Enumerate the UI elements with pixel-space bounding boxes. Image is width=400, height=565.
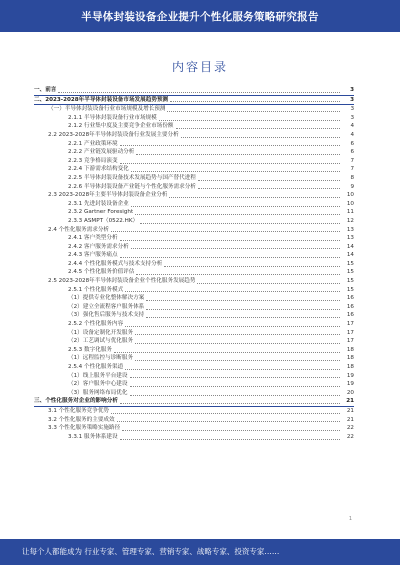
toc-entry-label: 2.4 个性化服务需求分析 bbox=[48, 226, 110, 233]
toc-entry[interactable] bbox=[34, 337, 354, 346]
toc-entry-page: 8 bbox=[350, 174, 354, 181]
toc-entry-page: 10 bbox=[346, 192, 354, 199]
toc-entry-page: 6 bbox=[350, 149, 354, 156]
toc-leader-dots bbox=[135, 360, 340, 361]
toc-entry-page: 16 bbox=[346, 312, 354, 319]
toc-entry-label: 2.2.6 半导体封装设备产业链与个性化服务需求分析 bbox=[68, 183, 196, 190]
toc-leader-dots bbox=[135, 343, 340, 344]
toc-entry-label: 2.4.5 个性化服务价值评估 bbox=[68, 269, 135, 276]
toc-entry[interactable] bbox=[34, 140, 354, 149]
toc-entry-page: 18 bbox=[346, 355, 354, 362]
toc-leader-dots bbox=[58, 92, 340, 93]
toc-entry[interactable] bbox=[34, 157, 354, 166]
toc-entry-label: 3.2 个性化服务的主要成效 bbox=[48, 416, 115, 423]
toc-leader-dots bbox=[135, 214, 340, 215]
toc-entry-label: 2.2 2023-2028年半导体封装设备行业发展主要分析 bbox=[48, 131, 179, 138]
toc-entry-label: 2.2.3 竞争格局演变 bbox=[68, 157, 118, 164]
toc-entry-page: 21 bbox=[346, 398, 354, 405]
toc-leader-dots bbox=[198, 180, 340, 181]
toc-entry[interactable] bbox=[34, 354, 354, 363]
toc-entry[interactable] bbox=[34, 380, 354, 389]
toc-entry-page: 16 bbox=[346, 295, 354, 302]
toc-entry[interactable] bbox=[34, 329, 354, 338]
toc-entry-label: （1）提供专业化整体解决方案 bbox=[68, 295, 145, 302]
toc-entry-label: 2.4.4 个性化服务模式与技术支持分析 bbox=[68, 260, 163, 267]
toc-entry-page: 4 bbox=[350, 131, 354, 138]
toc-entry[interactable] bbox=[34, 174, 354, 183]
toc-entry[interactable] bbox=[34, 320, 354, 329]
toc-entry-label: （2）工艺调试与优化服务 bbox=[68, 338, 134, 345]
footer-bar bbox=[0, 539, 400, 565]
toc-entry-page: 16 bbox=[346, 303, 354, 310]
toc-leader-dots bbox=[131, 206, 340, 207]
toc-heading: 内容目录 bbox=[171, 60, 228, 74]
toc-leader-dots bbox=[136, 274, 340, 275]
toc-entry[interactable] bbox=[34, 268, 354, 277]
toc-entry[interactable] bbox=[34, 286, 354, 295]
toc-entry-page: 7 bbox=[350, 166, 354, 173]
toc-entry-page: 15 bbox=[346, 278, 354, 285]
toc-leader-dots bbox=[120, 163, 340, 164]
toc-leader-dots bbox=[122, 430, 340, 431]
toc-entry-page: 17 bbox=[346, 321, 354, 328]
toc-leader-dots bbox=[140, 223, 340, 224]
toc-entry-label: （一）半导体封装设备行业市场规模及增长预测 bbox=[48, 106, 166, 113]
toc-entry-page: 18 bbox=[346, 364, 354, 370]
toc-entry-page: 6 bbox=[350, 140, 354, 147]
toc-leader-dots bbox=[130, 395, 341, 396]
toc-entry[interactable] bbox=[34, 226, 354, 235]
toc-entry-page: 21 bbox=[346, 407, 354, 414]
toc-entry[interactable] bbox=[34, 234, 354, 243]
toc-entry-page: 14 bbox=[346, 243, 354, 250]
toc-entry-label: 2.3.2 Gartner Foresight bbox=[68, 209, 134, 216]
toc-entry[interactable] bbox=[34, 183, 354, 192]
toc-entry[interactable] bbox=[34, 96, 354, 106]
toc-entry-page: 12 bbox=[346, 217, 354, 224]
toc-entry-page: 3 bbox=[350, 87, 354, 93]
toc-entry-label: （2）客户服务中心建设 bbox=[68, 381, 128, 388]
toc-leader-dots bbox=[131, 171, 340, 172]
toc-leader-dots bbox=[120, 240, 340, 241]
toc-leader-dots bbox=[131, 248, 340, 249]
toc-entry-label: 2.4.2 客户服务需求分析 bbox=[68, 243, 129, 250]
toc-entry-label: 3.1 个性化服务竞争优势 bbox=[48, 407, 110, 414]
toc-leader-dots bbox=[111, 231, 340, 232]
toc-entry-page: 13 bbox=[346, 226, 354, 233]
toc-entry-label: 2.1.1 半导体封装设备行业市场规模 bbox=[68, 114, 157, 121]
toc-entry-label: 3.3.1 服务体系建设 bbox=[68, 433, 118, 440]
toc-entry-page: 13 bbox=[346, 235, 354, 242]
toc-entry[interactable] bbox=[34, 165, 354, 174]
page-number: 1 bbox=[348, 516, 352, 522]
report-title: 半导体封装设备企业提升个性化服务策略研究报告 bbox=[81, 11, 319, 23]
toc-entry-label: 2.3 2023-2028年主要半导体封装设备企业分析 bbox=[48, 192, 168, 199]
header-bar bbox=[0, 0, 400, 32]
toc-entry[interactable] bbox=[34, 277, 354, 286]
toc-leader-dots bbox=[167, 111, 340, 112]
toc-entry[interactable] bbox=[34, 363, 354, 372]
toc-entry[interactable] bbox=[34, 86, 354, 96]
toc-entry[interactable] bbox=[34, 407, 354, 416]
toc-entry-page: 14 bbox=[346, 252, 354, 259]
toc-leader-dots bbox=[114, 352, 340, 353]
toc-entry-page: 3 bbox=[350, 114, 354, 121]
toc-entry[interactable] bbox=[34, 260, 354, 269]
toc-entry-label: 2.5.1 个性化服务模式 bbox=[68, 286, 124, 293]
toc-leader-dots bbox=[146, 317, 340, 318]
toc-entry-page: 22 bbox=[346, 425, 354, 432]
toc-entry-label: 2.2.4 下游需求结构变化 bbox=[68, 166, 129, 173]
toc-leader-dots bbox=[170, 101, 340, 102]
toc-leader-dots bbox=[146, 309, 340, 310]
toc-entry-label: 2.5.2 个性化服务内容 bbox=[68, 321, 124, 328]
toc-leader-dots bbox=[130, 386, 341, 387]
toc-entry-label: 2.4.1 客户类型分析 bbox=[68, 235, 118, 242]
toc-entry-page: 21 bbox=[346, 416, 354, 423]
toc-entry-label: 2.2.5 半导体封装设备技术发展趋势与国产替代进程 bbox=[68, 174, 196, 181]
toc-leader-dots bbox=[135, 334, 340, 335]
toc-leader-dots bbox=[125, 369, 340, 370]
toc-leader-dots bbox=[130, 377, 341, 378]
toc-leader-dots bbox=[176, 128, 340, 129]
toc-entry-label: 二、2023-2028年半导体封装设备市场发展趋势预测 bbox=[34, 96, 169, 103]
toc-entry[interactable] bbox=[34, 372, 354, 381]
toc-leader-dots bbox=[181, 137, 340, 138]
toc-entry[interactable] bbox=[34, 251, 354, 260]
toc-leader-dots bbox=[136, 154, 340, 155]
toc-leader-dots bbox=[120, 257, 340, 258]
toc-entry-label: 2.4.3 客户服务痛点 bbox=[68, 252, 118, 259]
toc-leader-dots bbox=[169, 197, 340, 198]
toc-entry-label: 2.5.3 数字化服务 bbox=[68, 346, 112, 353]
toc-entry-label: 2.1.2 行业集中度及主要竞争企业市场份额 bbox=[68, 123, 174, 130]
toc-leader-dots bbox=[146, 300, 340, 301]
toc-entry-page: 15 bbox=[346, 286, 354, 293]
toc-entry-page: 19 bbox=[346, 372, 354, 379]
toc-entry-page: 15 bbox=[346, 260, 354, 267]
toc-entry-page: 18 bbox=[346, 346, 354, 353]
toc-entry-page: 3 bbox=[350, 96, 354, 103]
toc-entry-label: 3.3 个性化服务策略实施路径 bbox=[48, 425, 121, 432]
toc-entry-label: 2.3.3 ASMPT（0522.HK） bbox=[68, 217, 139, 224]
table-of-contents bbox=[34, 86, 354, 441]
toc-leader-dots bbox=[197, 283, 340, 284]
toc-entry[interactable] bbox=[34, 303, 354, 312]
toc-entry[interactable] bbox=[34, 243, 354, 252]
toc-entry[interactable] bbox=[34, 105, 354, 114]
toc-entry-page: 9 bbox=[350, 183, 354, 190]
toc-entry[interactable] bbox=[34, 416, 354, 425]
toc-entry[interactable] bbox=[34, 346, 354, 355]
toc-leader-dots bbox=[117, 421, 340, 422]
toc-entry-page: 17 bbox=[346, 329, 354, 336]
toc-entry-page: 19 bbox=[346, 381, 354, 388]
toc-leader-dots bbox=[120, 403, 340, 404]
toc-entry-page: 15 bbox=[346, 269, 354, 276]
toc-entry[interactable] bbox=[34, 433, 354, 442]
toc-entry-label: 2.5.4 个性化服务渠道 bbox=[68, 364, 124, 370]
toc-leader-dots bbox=[125, 326, 340, 327]
toc-entry-page: 11 bbox=[346, 209, 354, 216]
toc-entry[interactable] bbox=[34, 397, 354, 407]
toc-entry-page: 7 bbox=[350, 157, 354, 164]
toc-entry-page: 3 bbox=[350, 106, 354, 113]
toc-entry-label: 2.5 2023-2028年半导体封装设备企业个性化服务发展趋势 bbox=[48, 278, 196, 285]
toc-entry[interactable] bbox=[34, 208, 354, 217]
toc-leader-dots bbox=[164, 266, 340, 267]
toc-entry-label: （3）服务网络布局优化 bbox=[68, 389, 128, 396]
toc-leader-dots bbox=[125, 291, 340, 292]
toc-entry-page: 4 bbox=[350, 123, 354, 130]
toc-entry[interactable] bbox=[34, 131, 354, 140]
toc-entry[interactable] bbox=[34, 424, 354, 433]
toc-entry-label: （1）远程监控与诊断服务 bbox=[68, 355, 134, 362]
toc-entry-label: 2.2.2 产业链发展驱动分析 bbox=[68, 149, 135, 156]
toc-entry-page: 20 bbox=[346, 389, 354, 396]
toc-entry[interactable] bbox=[34, 114, 354, 123]
toc-entry[interactable] bbox=[34, 217, 354, 226]
toc-leader-dots bbox=[159, 120, 340, 121]
toc-entry[interactable] bbox=[34, 311, 354, 320]
toc-leader-dots bbox=[111, 413, 340, 414]
toc-entry-label: （1）设备定制化开发服务 bbox=[68, 329, 134, 336]
toc-leader-dots bbox=[120, 439, 340, 440]
toc-entry[interactable] bbox=[34, 191, 354, 200]
toc-entry[interactable] bbox=[34, 389, 354, 398]
toc-entry-label: （2）建立全流程客户服务体系 bbox=[68, 303, 145, 310]
toc-entry-page: 10 bbox=[346, 200, 354, 207]
toc-entry[interactable] bbox=[34, 148, 354, 157]
toc-entry-page: 17 bbox=[346, 338, 354, 345]
toc-entry-label: （3）强化售后服务与技术支持 bbox=[68, 312, 145, 319]
toc-entry-label: 2.3.1 先进封装设备企业 bbox=[68, 200, 129, 207]
footer-slogan: 让每个人都能成为 行业专家、管理专家、营销专家、战略专家、投资专家…… bbox=[22, 547, 280, 556]
toc-entry-label: 2.2.1 产业政策环境 bbox=[68, 140, 118, 147]
toc-entry-page: 22 bbox=[346, 433, 354, 440]
toc-entry[interactable] bbox=[34, 200, 354, 209]
toc-entry-label: 三、个性化服务对企业的影响分析 bbox=[34, 398, 118, 405]
toc-entry-label: 一、前言 bbox=[34, 87, 57, 93]
toc-leader-dots bbox=[120, 145, 340, 146]
toc-leader-dots bbox=[198, 188, 340, 189]
toc-entry[interactable] bbox=[34, 294, 354, 303]
toc-entry[interactable] bbox=[34, 122, 354, 131]
toc-entry-label: （1）线上服务平台建设 bbox=[68, 372, 128, 379]
